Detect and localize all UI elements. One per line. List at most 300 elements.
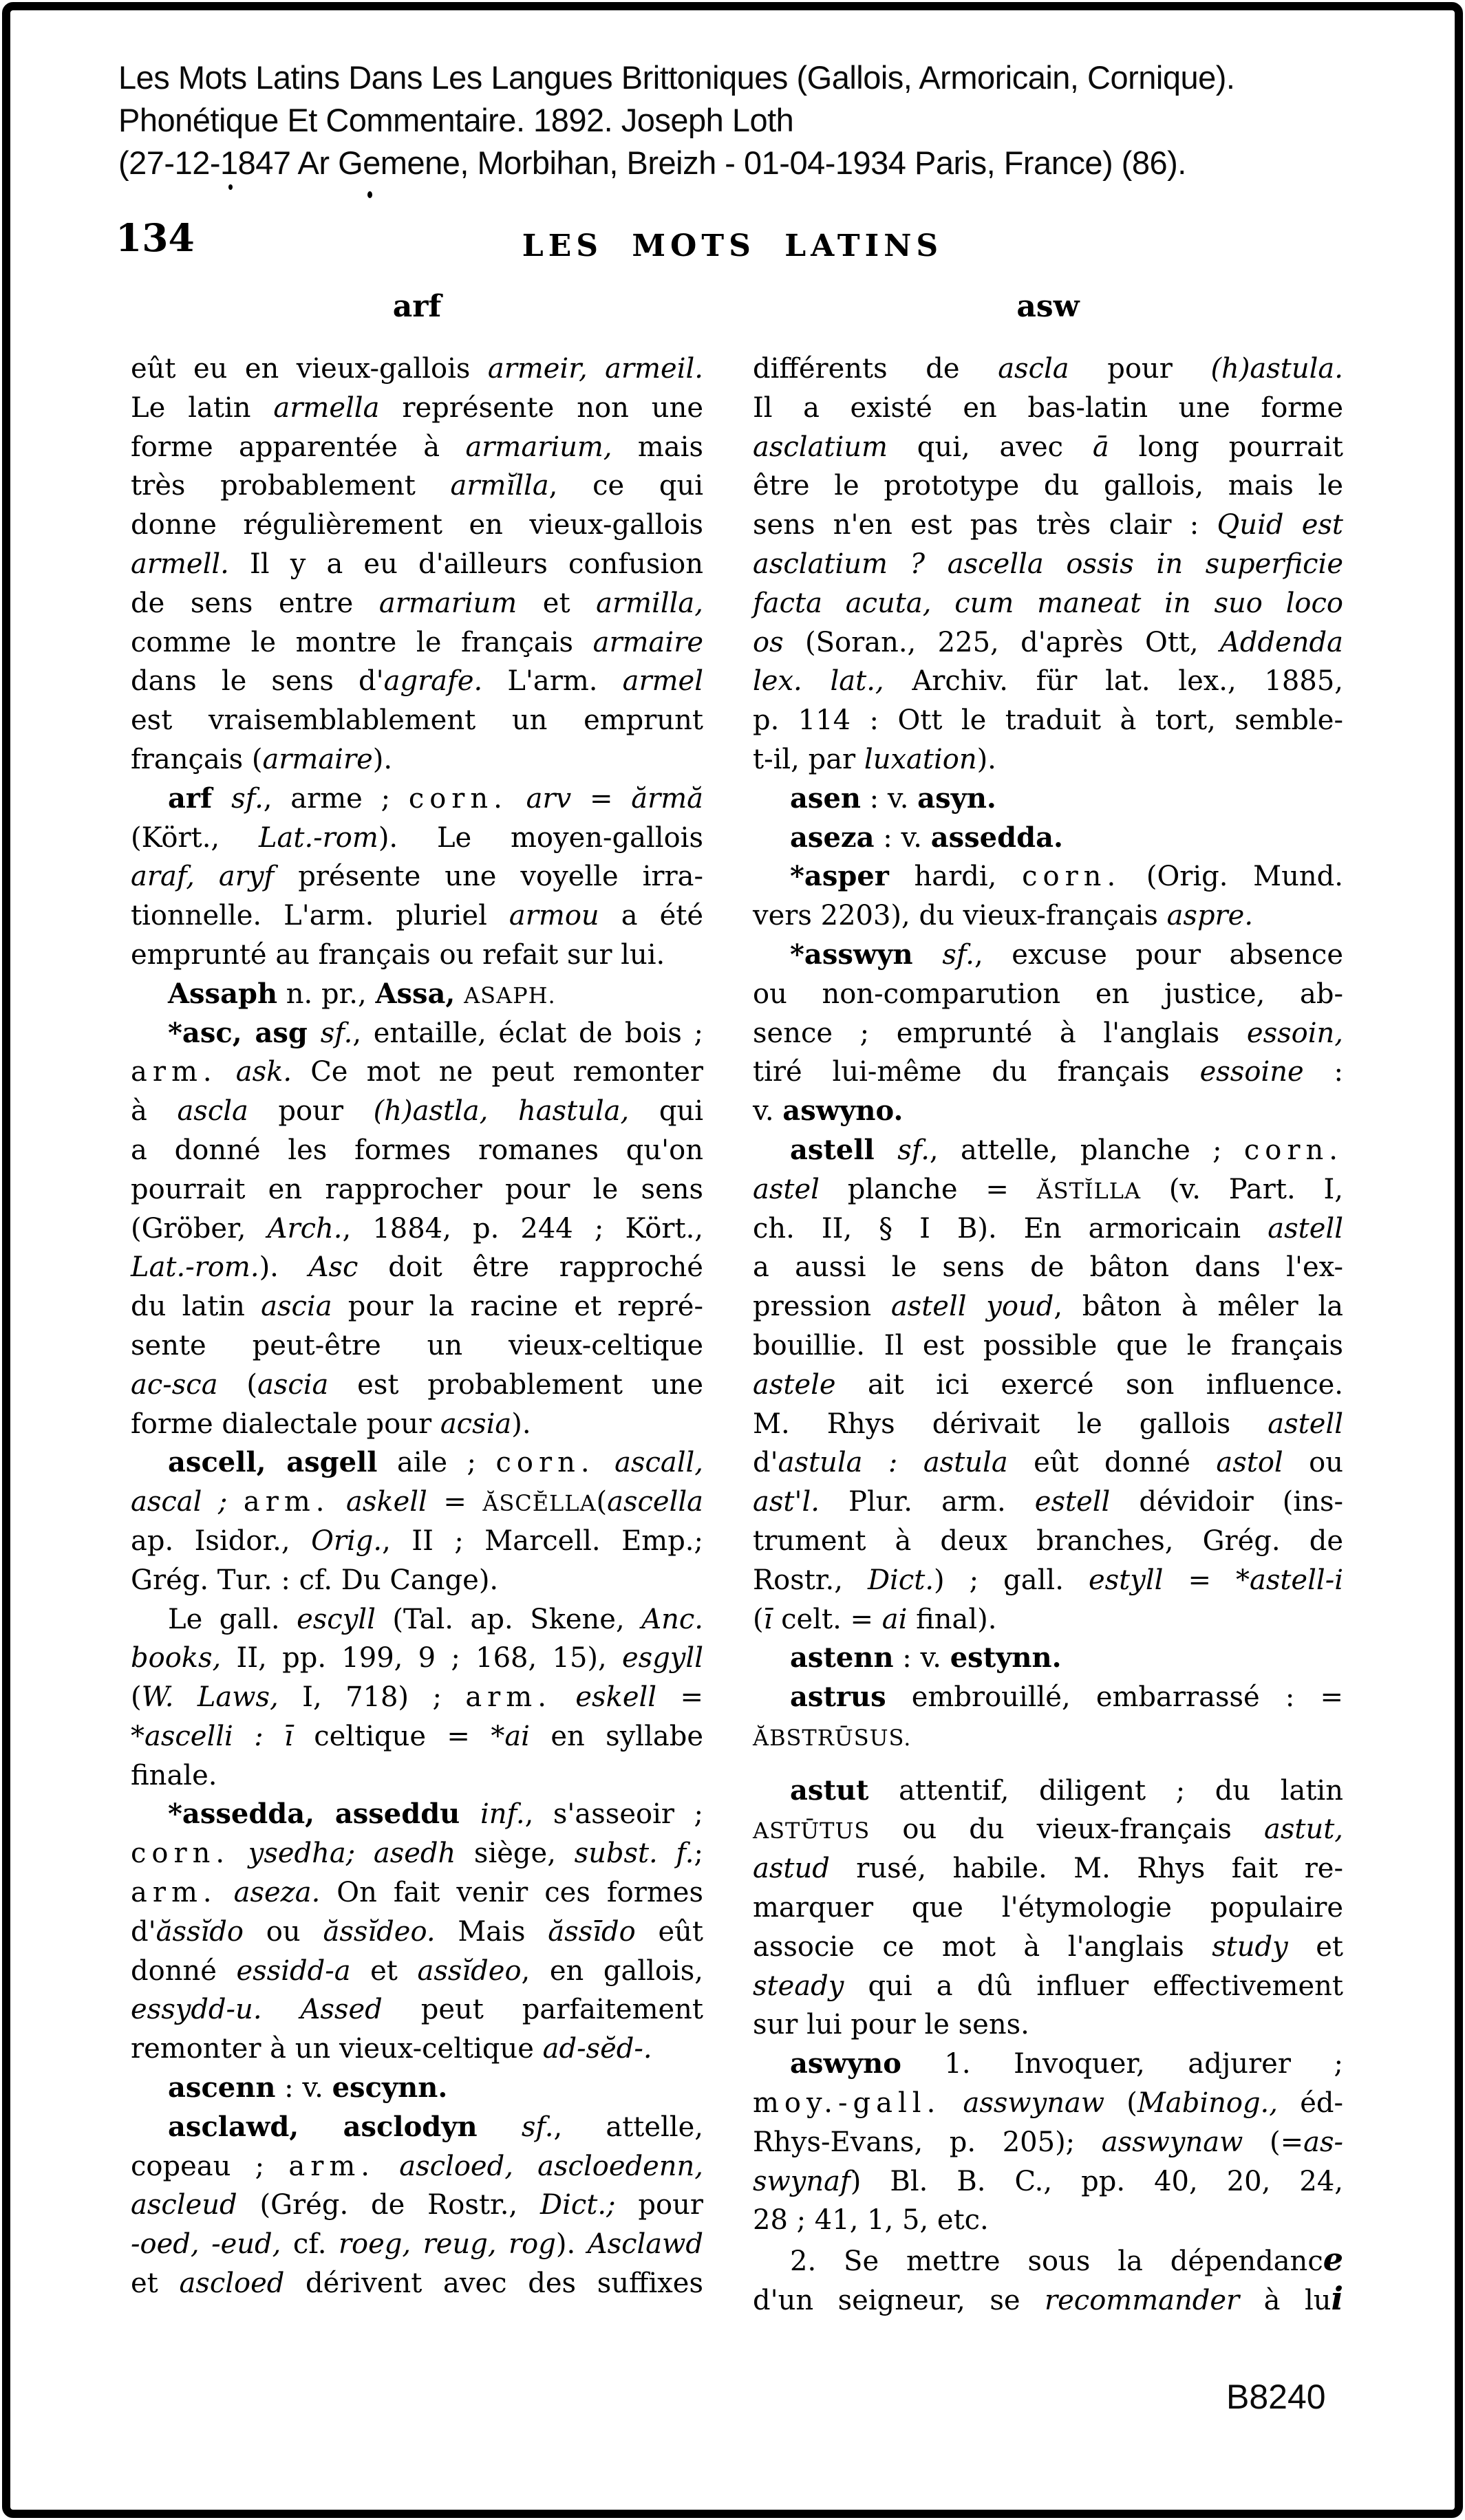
text-segment: essoin, xyxy=(1246,1017,1343,1049)
text-segment: Orig. xyxy=(311,1525,383,1557)
text-line xyxy=(753,2240,1343,2279)
text-segment: Addenda xyxy=(1220,626,1343,658)
header-subtitle-line: Phonétique Et Commentaire. 1892. Joseph Loth xyxy=(118,102,794,138)
text-segment: pourrait en rapprocher pour le sens xyxy=(131,1173,703,1205)
catalog-code: B8240 xyxy=(1226,2378,1326,2416)
text-segment: et xyxy=(1287,1930,1343,1963)
text-segment: (h)astla, hastula, xyxy=(373,1095,630,1128)
text-segment: armaire xyxy=(592,626,703,658)
text-segment: corn. xyxy=(1022,861,1122,893)
text-segment: *asper xyxy=(790,860,889,893)
text-segment: sur lui pour le sens. xyxy=(753,2009,1029,2041)
text-segment: -oed, -eud, xyxy=(131,2228,281,2261)
text-segment: ascall, xyxy=(614,1447,704,1479)
text-segment: astula : astula xyxy=(778,1447,1008,1479)
text-segment: armell. xyxy=(131,548,229,580)
text-segment: , bâton à mêler la xyxy=(1054,1291,1343,1323)
text-line xyxy=(131,975,703,1014)
text-line xyxy=(131,1834,703,1873)
text-segment: e xyxy=(1323,2241,1343,2279)
text-segment: et xyxy=(131,2268,180,2300)
text-line xyxy=(753,1248,1343,1287)
text-segment: = xyxy=(656,1681,704,1714)
text-line xyxy=(131,1522,703,1561)
text-segment: ascella xyxy=(607,1486,704,1518)
text-segment: t-il, par xyxy=(753,743,864,775)
text-segment xyxy=(217,1877,234,1908)
text-segment: p. 114 : Ott le traduit à tort, semble- xyxy=(753,704,1343,737)
text-segment xyxy=(330,1486,345,1518)
text-segment: qui a dû influer effectivement xyxy=(844,1970,1343,2002)
text-segment: mais xyxy=(612,431,703,463)
text-line xyxy=(753,779,1343,819)
text-segment: = xyxy=(571,782,632,815)
text-segment: dérivent avec des suffixes xyxy=(284,2268,703,2300)
text-line xyxy=(753,1170,1343,1209)
text-segment: swynaf xyxy=(753,2165,851,2197)
text-segment: (Orig. Mund. xyxy=(1121,861,1343,893)
text-line xyxy=(131,545,703,584)
text-segment: sf. xyxy=(320,1017,353,1049)
text-line xyxy=(131,1913,703,1952)
text-segment: pour xyxy=(248,1095,374,1128)
text-segment xyxy=(355,1838,374,1869)
text-line xyxy=(131,2186,703,2225)
text-segment: lex. lat., xyxy=(753,665,884,698)
text-segment: ). xyxy=(555,2228,588,2261)
text-segment: M. Rhys dérivait le gallois xyxy=(753,1408,1268,1440)
text-line xyxy=(131,1990,703,2029)
text-segment: bouillie. Il est possible que le français xyxy=(753,1329,1343,1361)
text-segment: Le latin xyxy=(131,391,274,424)
text-segment: remonter à un vieux-celtique xyxy=(131,2033,543,2065)
text-segment: ( xyxy=(1104,2087,1137,2120)
text-segment xyxy=(941,2087,963,2119)
text-segment: subst. f. xyxy=(574,1838,694,1870)
text-segment: dans le sens d' xyxy=(131,665,384,698)
text-segment: astut xyxy=(790,1774,869,1807)
text-line xyxy=(131,1287,703,1326)
text-segment: asedh xyxy=(373,1838,456,1870)
text-segment: astenn xyxy=(790,1641,894,1674)
text-segment: ascla xyxy=(998,353,1069,385)
text-line xyxy=(131,623,703,663)
text-segment: inf. xyxy=(480,1798,525,1831)
text-line xyxy=(131,1366,703,1405)
text-segment: astel xyxy=(753,1173,820,1205)
text-segment: pour xyxy=(1069,353,1211,385)
text-segment: arv xyxy=(526,782,572,815)
text-segment: d' xyxy=(753,1447,778,1479)
text-segment: , attelle, planche ; xyxy=(929,1134,1244,1166)
text-segment: ad-sĕd-. xyxy=(542,2033,652,2065)
text-segment: rusé, habile. M. Rhys fait re- xyxy=(829,1853,1343,1885)
text-line xyxy=(753,1678,1343,1717)
text-line xyxy=(753,1967,1343,2006)
text-line xyxy=(753,349,1343,389)
text-line xyxy=(131,1248,703,1287)
text-segment: On fait venir ces formes xyxy=(320,1877,703,1909)
text-line xyxy=(753,896,1343,936)
text-segment: eût xyxy=(635,1915,704,1948)
text-segment: pour xyxy=(615,2189,703,2221)
text-segment: d'un seigneur, se xyxy=(753,2285,1045,2317)
text-line xyxy=(753,1888,1343,1928)
text-segment: ysedha; xyxy=(248,1838,356,1870)
text-segment: Mabinog., xyxy=(1137,2087,1278,2120)
text-segment: Dict. xyxy=(867,1564,934,1596)
text-segment: planche = xyxy=(819,1173,1037,1205)
text-segment: ( xyxy=(131,1681,142,1714)
text-segment: qui, avec xyxy=(887,431,1093,463)
text-segment: ASAPH. xyxy=(464,982,556,1009)
text-segment: v. xyxy=(753,1095,783,1128)
text-segment: estyll xyxy=(1088,1564,1164,1596)
text-line xyxy=(753,2084,1343,2123)
text-segment: arm. xyxy=(243,1486,330,1518)
text-segment: ai xyxy=(881,1603,908,1635)
text-line xyxy=(131,2225,703,2264)
text-segment: aswyno. xyxy=(782,1095,903,1128)
text-segment: ascia xyxy=(261,1291,332,1323)
text-segment: finale. xyxy=(131,1759,217,1791)
text-segment: a donné les formes romanes qu'on xyxy=(131,1134,703,1166)
text-segment: à xyxy=(131,1095,178,1128)
text-segment: ou xyxy=(244,1915,323,1948)
bibliographic-header xyxy=(118,56,1234,184)
right-column xyxy=(753,289,1343,2318)
text-segment: ) ; gall. xyxy=(934,1564,1089,1596)
text-segment: a aussi le sens de bâton dans l'ex- xyxy=(753,1251,1343,1284)
text-segment: celt. = xyxy=(772,1603,882,1635)
text-segment: astell xyxy=(1268,1408,1343,1440)
text-segment xyxy=(227,1486,243,1518)
text-segment: ou du vieux-français xyxy=(870,1813,1264,1846)
text-segment xyxy=(455,978,464,1010)
text-line xyxy=(753,389,1343,428)
text-line xyxy=(131,936,703,975)
text-segment: comme le montre le français xyxy=(131,626,593,658)
text-line xyxy=(753,662,1343,701)
text-line xyxy=(131,1131,703,1170)
text-line xyxy=(131,1756,703,1796)
text-line xyxy=(131,1873,703,1913)
text-segment xyxy=(375,2151,399,2182)
text-segment: Mais xyxy=(435,1915,548,1948)
text-segment: forme dialectale pour xyxy=(131,1408,440,1440)
text-segment: aspre. xyxy=(1166,900,1254,932)
text-segment: , entaille, éclat de bois ; xyxy=(352,1017,703,1049)
text-segment: astol xyxy=(1216,1447,1283,1479)
text-segment: askell xyxy=(345,1486,427,1518)
text-line xyxy=(131,1170,703,1209)
text-segment: essydd-u. xyxy=(131,1994,262,2026)
text-segment: I, 718) ; xyxy=(278,1681,466,1714)
text-segment: a été xyxy=(599,900,703,932)
text-line xyxy=(753,506,1343,545)
text-segment: Rhys-Evans, p. 205); xyxy=(753,2126,1102,2158)
text-segment: (Tal. ap. Skene, xyxy=(375,1603,642,1635)
text-line xyxy=(131,1678,703,1717)
text-segment: , arme ; xyxy=(263,782,409,815)
text-segment: ( xyxy=(596,1486,608,1518)
text-segment: trument à deux branches, Grég. de xyxy=(753,1525,1343,1557)
text-segment: ăssĭdo xyxy=(156,1915,244,1948)
text-line xyxy=(131,1443,703,1483)
text-segment: ascenn xyxy=(168,2071,276,2104)
text-segment xyxy=(595,1447,614,1478)
text-segment: marquer que l'étymologie populaire xyxy=(753,1892,1343,1924)
text-segment: Lat.-rom xyxy=(258,821,378,854)
text-segment: ASTŪTUS xyxy=(753,1818,870,1844)
text-segment: à lu xyxy=(1239,2285,1332,2317)
text-segment: *asswyn xyxy=(790,938,943,971)
text-segment: Rostr., xyxy=(753,1564,868,1596)
text-line xyxy=(131,506,703,545)
text-segment: 1. Invoquer, adjurer ; xyxy=(901,2048,1343,2080)
text-line xyxy=(131,701,703,740)
text-segment: (Kört., xyxy=(131,821,259,854)
text-line xyxy=(131,740,703,779)
text-segment: aile ; xyxy=(377,1447,496,1479)
text-segment: asswynaw xyxy=(1101,2126,1243,2158)
text-segment: Le gall. xyxy=(168,1603,297,1635)
text-segment: qui xyxy=(629,1095,704,1128)
text-segment: astrus xyxy=(790,1681,886,1714)
text-segment: L'arm. xyxy=(482,665,623,698)
text-segment: astud xyxy=(753,1853,830,1885)
text-segment: cf. xyxy=(281,2228,339,2261)
text-segment: siège, xyxy=(456,1838,575,1870)
text-segment: *assedda, asseddu xyxy=(168,1798,480,1831)
text-segment: ascloed xyxy=(179,2268,285,2300)
text-segment: Assed xyxy=(300,1994,383,2026)
text-segment: sf. xyxy=(942,938,975,971)
text-segment: i xyxy=(1331,2280,1343,2318)
text-line xyxy=(131,2029,703,2069)
text-segment: corn. xyxy=(131,1838,231,1870)
text-segment: est probablement une xyxy=(328,1368,703,1401)
text-line xyxy=(131,1600,703,1639)
text-segment: Grég. Tur. : cf. Du Cange). xyxy=(131,1564,499,1596)
text-segment: astell xyxy=(790,1133,898,1166)
text-segment: estell xyxy=(1034,1486,1111,1518)
text-segment: donne régulièrement en vieux-gallois xyxy=(131,509,703,541)
text-segment: (h)astula. xyxy=(1210,353,1343,385)
text-segment xyxy=(230,1838,248,1869)
text-segment: forme apparentée à xyxy=(131,431,466,463)
text-line xyxy=(131,2147,703,2186)
text-segment: , excuse pour absence xyxy=(974,938,1343,971)
text-line xyxy=(753,1483,1343,1522)
text-line xyxy=(753,2201,1343,2240)
text-segment: représente non une xyxy=(379,391,704,424)
text-segment: ascell, asgell xyxy=(168,1446,378,1479)
text-line xyxy=(753,1928,1343,1967)
text-segment: différents de xyxy=(753,353,998,385)
text-line xyxy=(753,1405,1343,1444)
text-line xyxy=(753,428,1343,467)
text-line xyxy=(753,936,1343,975)
text-segment: ). xyxy=(372,743,393,775)
text-segment: arm. xyxy=(131,1056,217,1088)
text-segment: attentif, diligent ; du latin xyxy=(868,1774,1343,1807)
text-segment: steady xyxy=(753,1970,844,2002)
text-segment: final). xyxy=(907,1603,997,1635)
text-segment: ăssĭdeo. xyxy=(323,1915,436,1948)
text-segment: ăssīdo xyxy=(548,1915,636,1948)
text-segment: ask. xyxy=(235,1056,292,1088)
text-segment: ĂSTĬLLA xyxy=(1036,1177,1142,1204)
text-segment: aseza. xyxy=(233,1877,321,1909)
text-segment: : v. xyxy=(275,2072,332,2104)
text-segment: , 1884, p. 244 ; Kört., xyxy=(342,1212,703,1245)
text-line xyxy=(131,389,703,428)
text-segment: ). xyxy=(259,1251,309,1284)
text-segment: Asc xyxy=(308,1251,359,1284)
text-segment: ascla xyxy=(177,1095,248,1128)
text-segment: armou xyxy=(509,900,599,932)
text-line xyxy=(753,857,1343,896)
text-segment: en syllabe xyxy=(529,1720,704,1752)
text-line xyxy=(753,1522,1343,1561)
text-segment: pour la racine et repré- xyxy=(332,1291,703,1323)
text-segment: ascia xyxy=(257,1368,329,1401)
text-segment: : xyxy=(1303,1056,1343,1088)
text-segment: os xyxy=(753,626,784,658)
text-segment: : v. xyxy=(860,782,918,815)
text-segment: armilla, xyxy=(596,587,703,619)
text-line xyxy=(131,779,703,819)
text-line xyxy=(753,740,1343,779)
text-segment: ascloed, ascloedenn, xyxy=(399,2150,704,2182)
text-segment: ). xyxy=(511,1408,531,1440)
text-segment: Il a existé en bas-latin une forme xyxy=(753,391,1343,424)
text-segment: sf. xyxy=(897,1134,930,1166)
text-segment: présente une voyelle irra- xyxy=(274,861,704,893)
text-segment: sf. xyxy=(521,2111,554,2143)
text-line xyxy=(131,349,703,389)
text-line xyxy=(131,2264,703,2303)
text-segment: eût eu en vieux-gallois xyxy=(131,353,488,385)
text-line xyxy=(753,1639,1343,1678)
text-segment: esgyll xyxy=(622,1642,703,1674)
text-segment: donné xyxy=(131,1954,237,1987)
text-segment: ai xyxy=(504,1720,530,1752)
text-segment: asswynaw xyxy=(963,2087,1105,2120)
text-segment: n. pr., xyxy=(277,978,376,1010)
text-segment: ast'l. xyxy=(753,1486,820,1518)
text-segment: Plur. arm. xyxy=(819,1486,1035,1518)
text-segment: armel xyxy=(622,665,703,698)
text-line xyxy=(131,1561,703,1600)
text-line xyxy=(131,1952,703,1991)
text-segment: acsia xyxy=(440,1408,512,1440)
left-column xyxy=(131,289,703,2303)
text-segment: essoine xyxy=(1199,1056,1304,1088)
text-segment: arm. xyxy=(465,1681,552,1714)
text-segment: et xyxy=(350,1954,418,1987)
text-segment: Arch. xyxy=(267,1212,343,1245)
left-column-guide-word: arf xyxy=(392,289,442,324)
text-segment: (Gröber, xyxy=(131,1212,268,1245)
text-segment: arf xyxy=(168,782,232,815)
text-segment: armaire xyxy=(262,743,373,775)
text-segment: embrouillé, embarrassé : = xyxy=(886,1681,1343,1714)
text-segment: armarium, xyxy=(465,431,612,463)
text-segment: ā xyxy=(1092,431,1109,463)
text-line xyxy=(753,584,1343,623)
text-segment: = xyxy=(427,1486,483,1518)
text-segment: 2. Se mettre sous la dépendanc xyxy=(790,2246,1323,2278)
text-segment: ; xyxy=(694,1838,703,1870)
text-segment: astell-i xyxy=(1249,1564,1343,1596)
text-line xyxy=(753,1131,1343,1170)
text-segment: moy.-gall. xyxy=(753,2087,941,2120)
text-line xyxy=(131,1717,703,1756)
text-segment: 28 ; 41, 1, 5, etc. xyxy=(753,2204,989,2237)
text-segment: = * xyxy=(1163,1564,1250,1596)
text-segment: Quid est xyxy=(1217,509,1343,541)
text-segment: doit être rapproché xyxy=(358,1251,703,1284)
text-line xyxy=(753,1366,1343,1405)
text-segment: dévidoir (ins- xyxy=(1110,1486,1344,1518)
text-line xyxy=(753,545,1343,584)
text-segment: , ce qui xyxy=(548,470,703,502)
text-line xyxy=(753,1717,1343,1756)
text-segment: estynn. xyxy=(950,1641,1062,1674)
text-line xyxy=(131,1795,703,1834)
text-segment: Ce mot ne peut remonter xyxy=(292,1056,704,1088)
text-line xyxy=(753,1092,1343,1131)
text-line xyxy=(131,428,703,467)
text-segment: tionnelle. L'arm. pluriel xyxy=(131,900,509,932)
text-segment: armeir, armeil. xyxy=(487,353,703,385)
text-line xyxy=(753,2162,1343,2201)
text-line xyxy=(131,1092,703,1131)
text-line xyxy=(131,857,703,896)
text-segment: d' xyxy=(131,1915,156,1948)
text-segment: Lat.-rom. xyxy=(131,1251,259,1284)
text-line xyxy=(753,701,1343,740)
text-segment: ī xyxy=(763,1603,773,1635)
text-segment: asyn. xyxy=(917,782,996,815)
text-segment: ap. Isidor., xyxy=(131,1525,312,1557)
text-line xyxy=(753,1014,1343,1053)
text-segment: du latin xyxy=(131,1291,261,1323)
text-segment: (Soran., 225, d'après Ott, xyxy=(783,626,1221,658)
text-line xyxy=(753,1561,1343,1600)
text-segment: vers 2203), du vieux-français xyxy=(753,900,1167,932)
text-line xyxy=(753,1849,1343,1888)
text-segment: W. Laws, xyxy=(141,1681,279,1714)
text-segment: agrafe. xyxy=(383,665,483,698)
text-segment: peut parfaitement xyxy=(382,1994,704,2026)
text-segment: eût donné xyxy=(1007,1447,1217,1479)
text-segment: , s'asseoir ; xyxy=(524,1798,703,1831)
text-segment: éd- xyxy=(1278,2087,1343,2120)
text-line xyxy=(753,1771,1343,1811)
text-segment: sf. xyxy=(231,782,264,815)
text-segment: armĭlla xyxy=(450,470,549,502)
running-head: LES MOTS LATINS xyxy=(522,228,943,263)
text-line xyxy=(753,819,1343,858)
text-segment: books, xyxy=(131,1642,222,1674)
text-segment: araf, aryf xyxy=(131,861,275,893)
text-segment: ou xyxy=(1283,1447,1344,1479)
text-segment: ait ici exercé son influence. xyxy=(835,1368,1343,1401)
text-segment: ). xyxy=(976,743,996,775)
